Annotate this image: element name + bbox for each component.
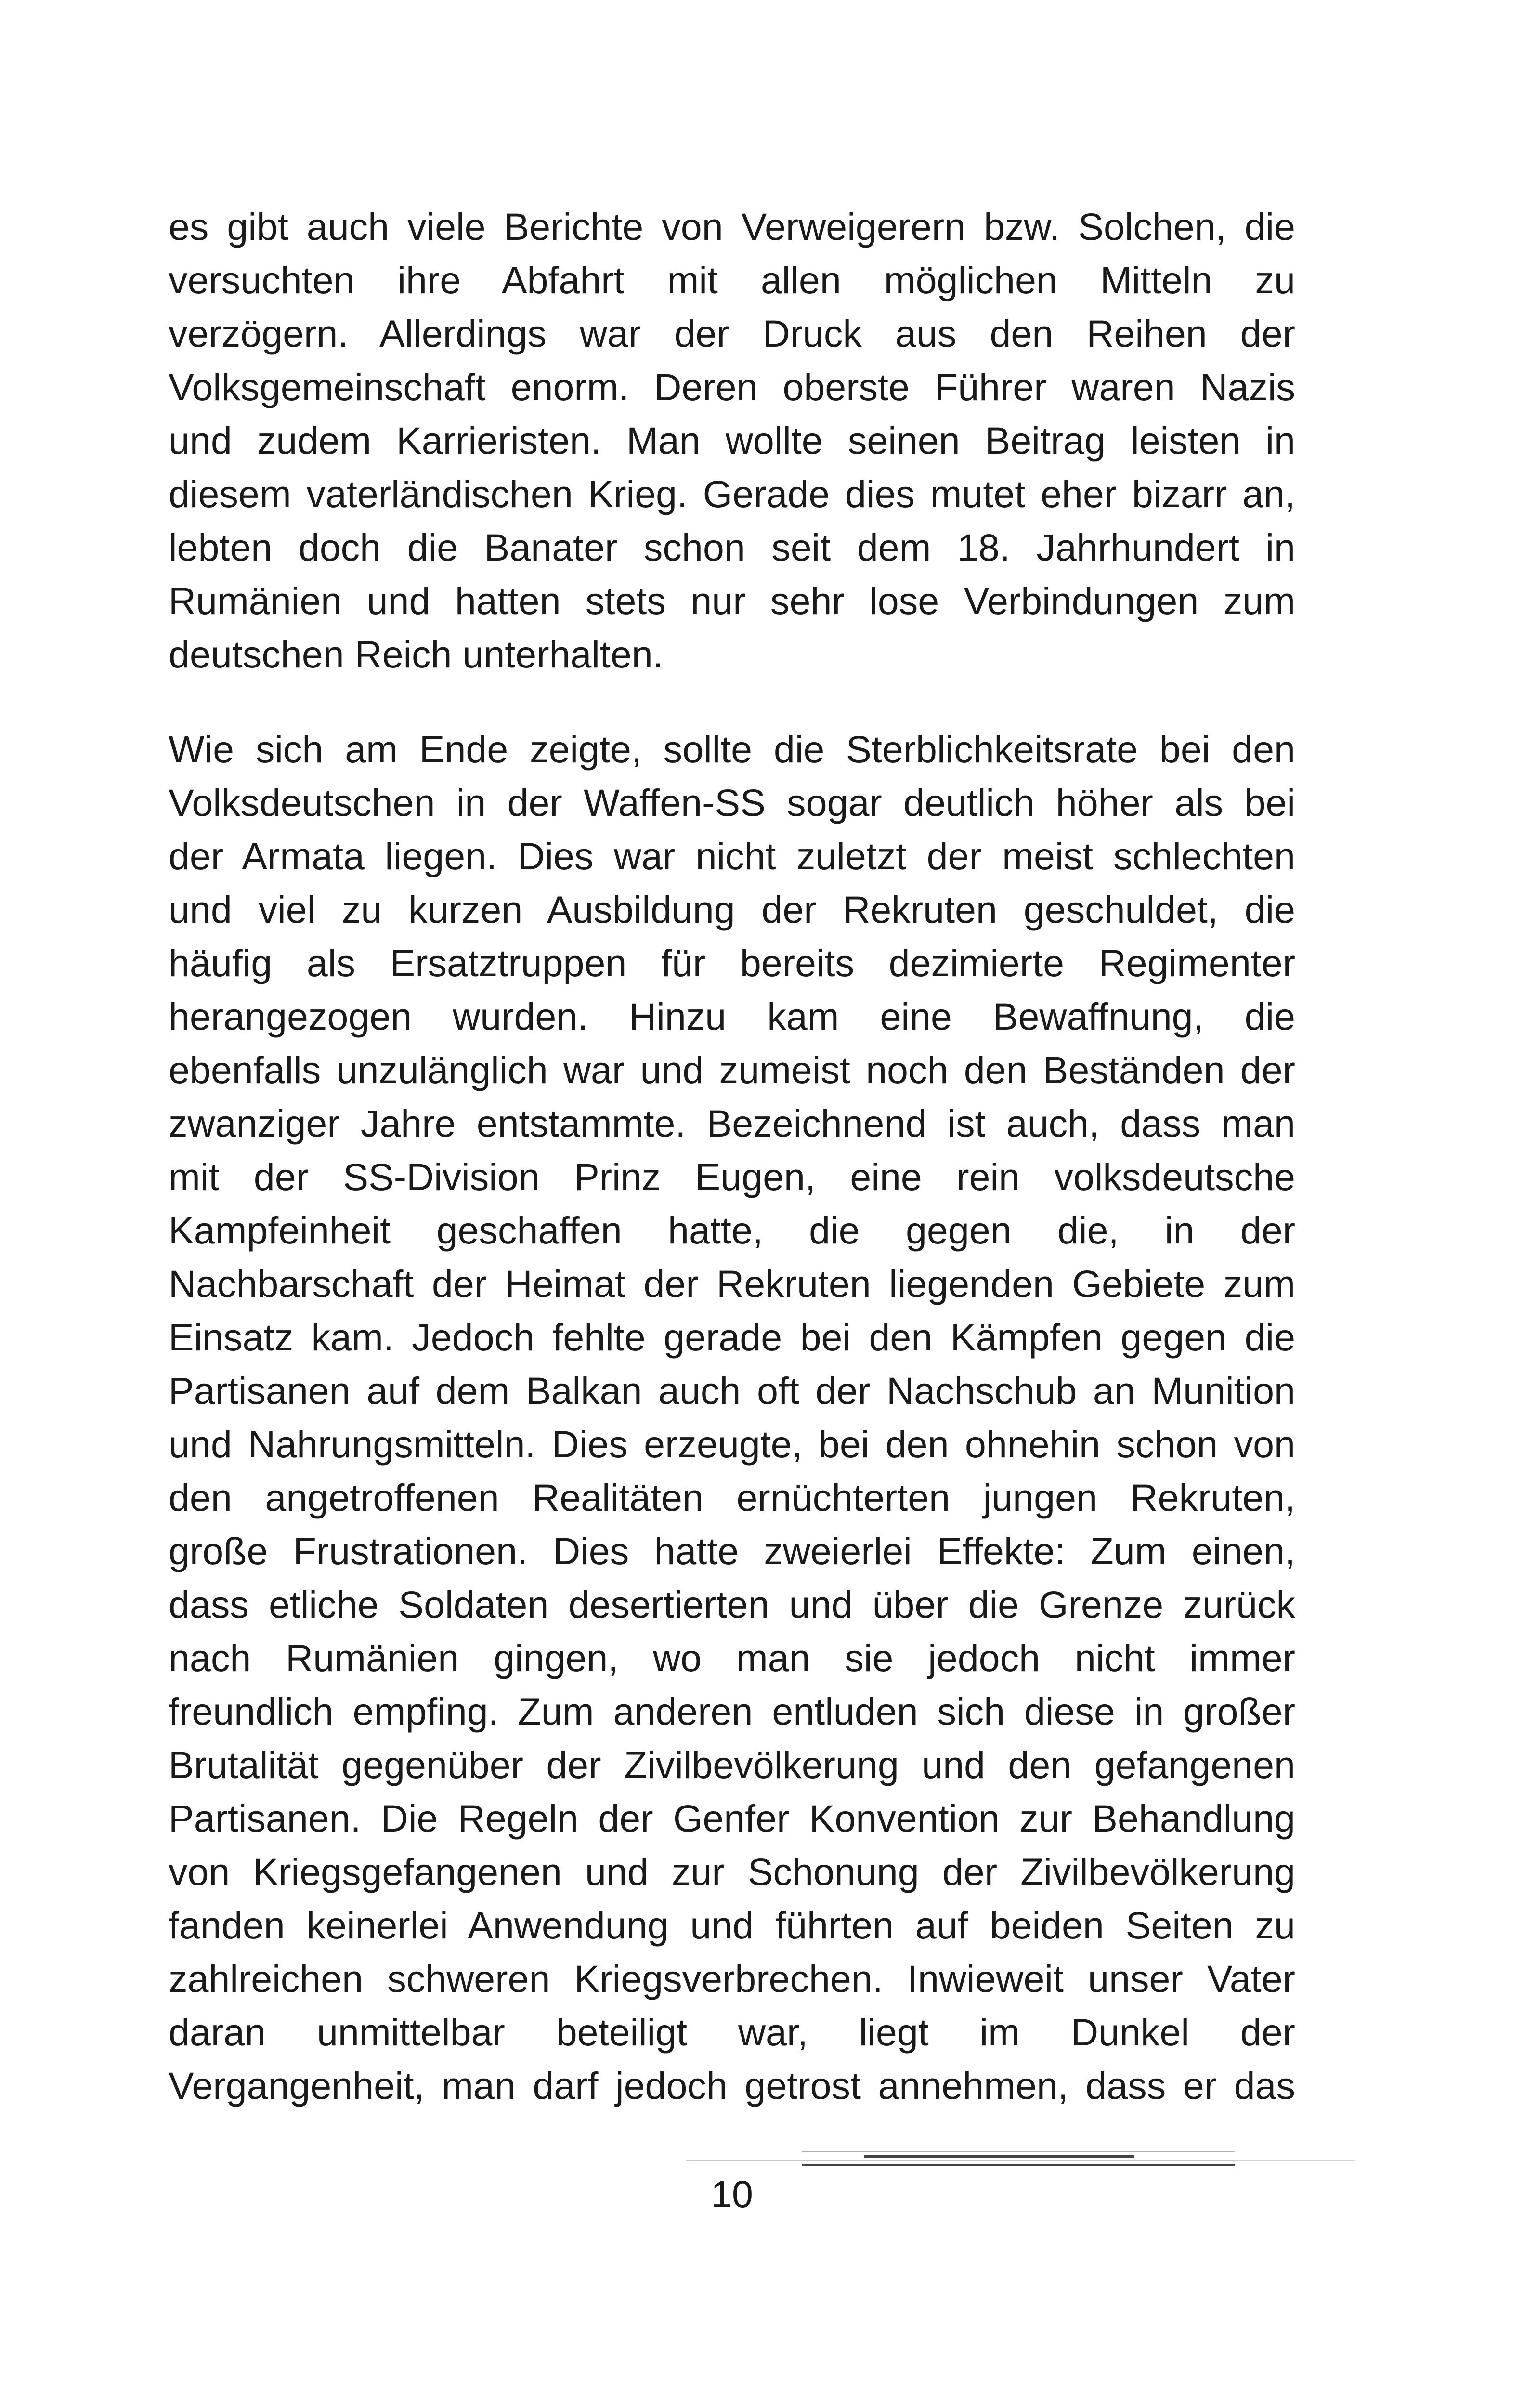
- text-line: Nachbarschaft der Heimat der Rekruten liegenden Gebiete zum: [169, 1262, 1295, 1305]
- text-line: Volksgemeinschaft enorm. Deren oberste Führer waren Nazis: [169, 366, 1295, 408]
- text-line: herangezogen wurden. Hinzu kam eine Bewaffnung, die: [169, 995, 1295, 1038]
- text-line: große Frustrationen. Dies hatte zweierlei Effekte: Zum einen,: [169, 1530, 1295, 1572]
- text-line: zahlreichen schweren Kriegsverbrechen. Inwieweit unser Vater: [169, 1957, 1295, 2000]
- text-line: ebenfalls unzulänglich war und zumeist noch den Beständen der: [169, 1048, 1295, 1091]
- paragraph-1: [169, 200, 1295, 681]
- text-line: mit der SS-Division Prinz Eugen, eine rein volksdeutsche: [169, 1155, 1295, 1198]
- footer-rule: [1235, 2160, 1355, 2161]
- text-line: es gibt auch viele Berichte von Verweigerern bzw. Solchen, die: [169, 205, 1295, 248]
- footer-rule: [802, 2151, 1235, 2152]
- text-line: von Kriegsgefangenen und zur Schonung der Zivilbevölkerung: [169, 1850, 1295, 1893]
- text-line: Brutalität gegenüber der Zivilbevölkerung und den gefangenen: [169, 1743, 1295, 1786]
- paragraph-2: [169, 722, 1295, 2112]
- text-line: Volksdeutschen in der Waffen-SS sogar deutlich höher als bei: [169, 781, 1295, 824]
- text-line: und viel zu kurzen Ausbildung der Rekruten geschuldet, die: [169, 888, 1295, 931]
- text-line: freundlich empfing. Zum anderen entluden sich diese in großer: [169, 1690, 1295, 1733]
- text-line: Rumänien und hatten stets nur sehr lose Verbindungen zum: [169, 579, 1295, 622]
- text-line: Vergangenheit, man darf jedoch getrost annehmen, dass er das: [169, 2064, 1295, 2107]
- text-line: deutschen Reich unterhalten.: [169, 633, 664, 676]
- text-line: Wie sich am Ende zeigte, sollte die Sterblichkeitsrate bei den: [169, 728, 1295, 771]
- page-number: 10: [711, 2172, 753, 2215]
- text-line: lebten doch die Banater schon seit dem 18. Jahrhundert in: [169, 526, 1295, 569]
- footer-rule: [864, 2155, 1134, 2158]
- text-line: verzögern. Allerdings war der Druck aus den Reihen der: [169, 312, 1295, 355]
- text-line: versuchten ihre Abfahrt mit allen möglichen Mitteln zu: [169, 259, 1295, 301]
- text-line: und Nahrungsmitteln. Dies erzeugte, bei den ohnehin schon von: [169, 1423, 1295, 1466]
- text-line: Kampfeinheit geschaffen hatte, die gegen die, in der: [169, 1209, 1295, 1252]
- text-line: Partisanen auf dem Balkan auch oft der Nachschub an Munition: [169, 1369, 1295, 1412]
- text-line: den angetroffenen Realitäten ernüchterten jungen Rekruten,: [169, 1476, 1295, 1519]
- text-line: fanden keinerlei Anwendung und führten auf beiden Seiten zu: [169, 1904, 1295, 1947]
- text-line: häufig als Ersatztruppen für bereits dezimierte Regimenter: [169, 942, 1295, 984]
- text-line: Einsatz kam. Jedoch fehlte gerade bei den Kämpfen gegen die: [169, 1316, 1295, 1359]
- footer-rule: [802, 2164, 1235, 2166]
- text-line: zwanziger Jahre entstammte. Bezeichnend ist auch, dass man: [169, 1102, 1295, 1145]
- text-line: diesem vaterländischen Krieg. Gerade dies mutet eher bizarr an,: [169, 472, 1295, 515]
- text-line: und zudem Karrieristen. Man wollte seinen Beitrag leisten in: [169, 419, 1295, 462]
- text-line: daran unmittelbar beteiligt war, liegt im Dunkel der: [169, 2011, 1295, 2054]
- text-line: Partisanen. Die Regeln der Genfer Konvention zur Behandlung: [169, 1797, 1295, 1840]
- text-line: dass etliche Soldaten desertierten und über die Grenze zurück: [169, 1583, 1295, 1626]
- text-line: der Armata liegen. Dies war nicht zuletzt der meist schlechten: [169, 835, 1295, 877]
- text-line: nach Rumänien gingen, wo man sie jedoch nicht immer: [169, 1636, 1295, 1679]
